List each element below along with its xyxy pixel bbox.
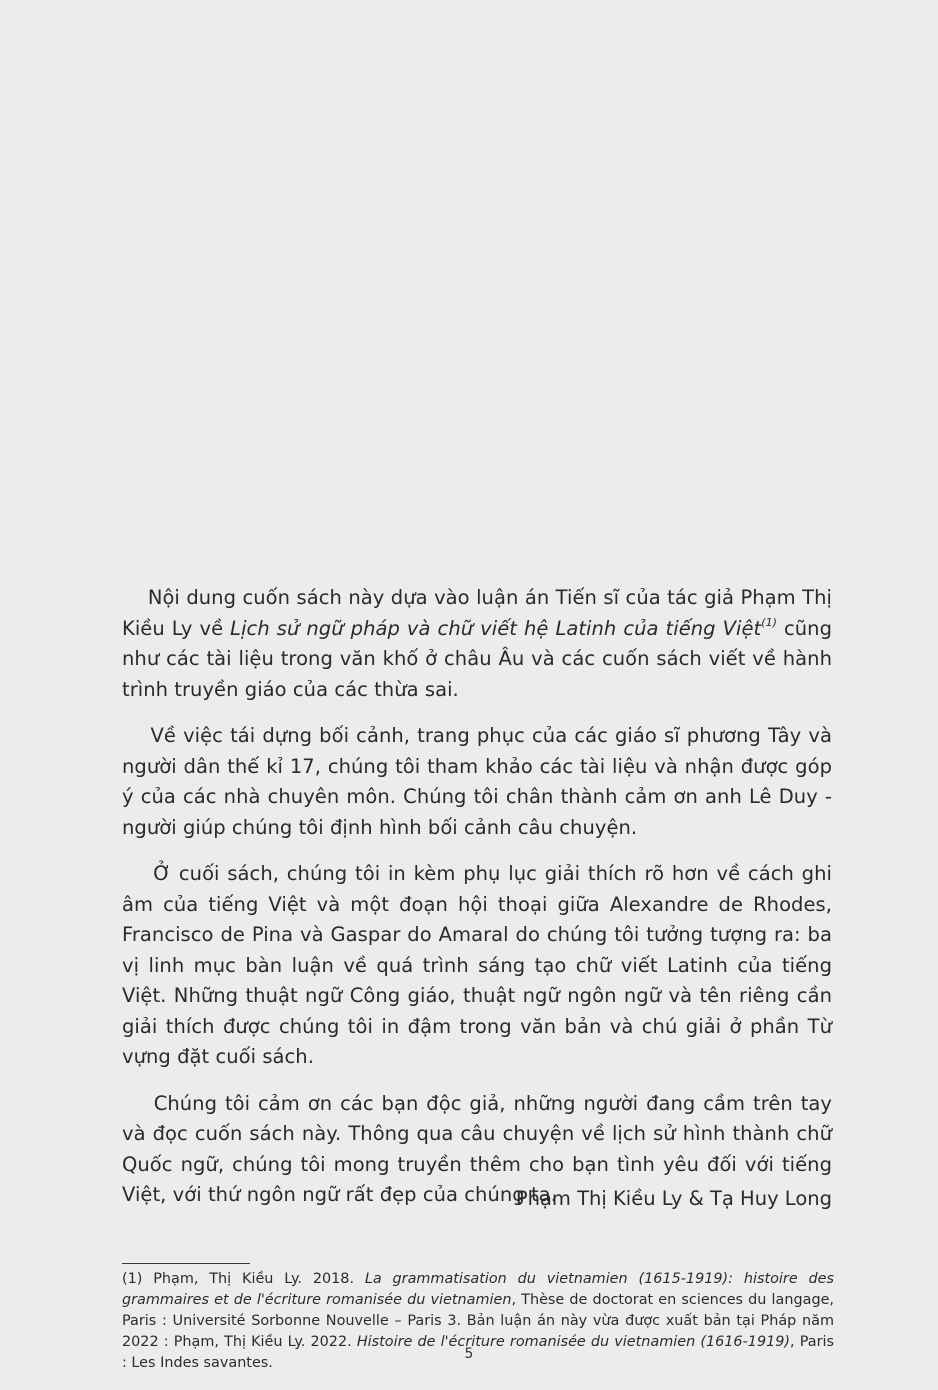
author-signature: Phạm Thị Kiều Ly & Tạ Huy Long bbox=[515, 1187, 832, 1210]
paragraph-2-text: Về việc tái dựng bối cảnh, trang phục của các giáo sĩ phương Tây và người dân thế kỉ 17, chúng tôi tham khảo các tài liệu và nhận được góp ý của các nhà chuyên môn. Chúng tôi chân thành cảm ơn anh Lê Duy - người giúp chúng tôi định hình bối cảnh câu chuyện. bbox=[122, 724, 832, 839]
footnote-marker: (1) bbox=[761, 615, 777, 629]
thesis-title: Lịch sử ngữ pháp và chữ viết hệ Latinh của tiếng Việt bbox=[230, 616, 762, 640]
paragraph-3-text: Ở cuối sách, chúng tôi in kèm phụ lục giải thích rõ hơn về cách ghi âm của tiếng Việt và một đoạn hội thoại giữa Alexandre de Rhodes, Francisco de Pina và Gaspar do Amaral do chúng tôi tưởng tượng ra: ba vị linh mục bàn luận về quá trình sáng tạo chữ viết Latinh của tiếng Việt. Những thuật ngữ Công giáo, thuật ngữ ngôn ngữ và tên riêng cần giải thích được chúng tôi in đậm trong văn bản và chú giải ở phần Từ vựng đặt cuối sách. bbox=[122, 862, 832, 1068]
paragraph-1 bbox=[122, 583, 832, 705]
footnote-lead: (1) Phạm, Thị Kiều Ly. 2018. bbox=[122, 1271, 365, 1287]
footnote-end: , Paris : Les Indes savantes. bbox=[122, 1334, 834, 1371]
footnote-title-2: Histoire de l'écriture romanisée du vietnamien (1616-1919) bbox=[356, 1334, 791, 1350]
page-number: 5 bbox=[464, 1346, 474, 1362]
paragraph-1-text-before: Nội dung cuốn sách này dựa vào luận án Tiến sĩ của tác giả Phạm Thị Kiều Ly về bbox=[122, 586, 832, 640]
paragraph-1-text-after: cũng như các tài liệu trong văn khố ở châu Âu và các cuốn sách viết về hành trình truyền giáo của các thừa sai. bbox=[122, 616, 833, 701]
paragraph-3 bbox=[122, 859, 832, 1073]
paragraph-2 bbox=[122, 721, 832, 843]
footnote-middle: , Thèse de doctorat en sciences du langage, Paris : Université Sorbonne Nouvelle – Paris 3. Bản luận án này vừa được xuất bản tại Pháp năm 2022 : Phạm, Thị Kiều Ly. 2022. bbox=[122, 1292, 835, 1350]
footnote-title-1: La grammatisation du vietnamien (1615-1919): histoire des grammaires et de l'écriture romanisée du vietnamien bbox=[122, 1271, 835, 1308]
main-text bbox=[122, 583, 832, 1227]
footnote-divider bbox=[122, 1263, 250, 1264]
paragraph-4-text: Chúng tôi cảm ơn các bạn độc giả, những người đang cầm trên tay và đọc cuốn sách này. Thông qua câu chuyện về lịch sử hình thành chữ Quốc ngữ, chúng tôi mong truyền thêm cho bạn tình yêu đối với tiếng Việt, với thứ ngôn ngữ rất đẹp của chúng ta. bbox=[122, 1091, 832, 1206]
